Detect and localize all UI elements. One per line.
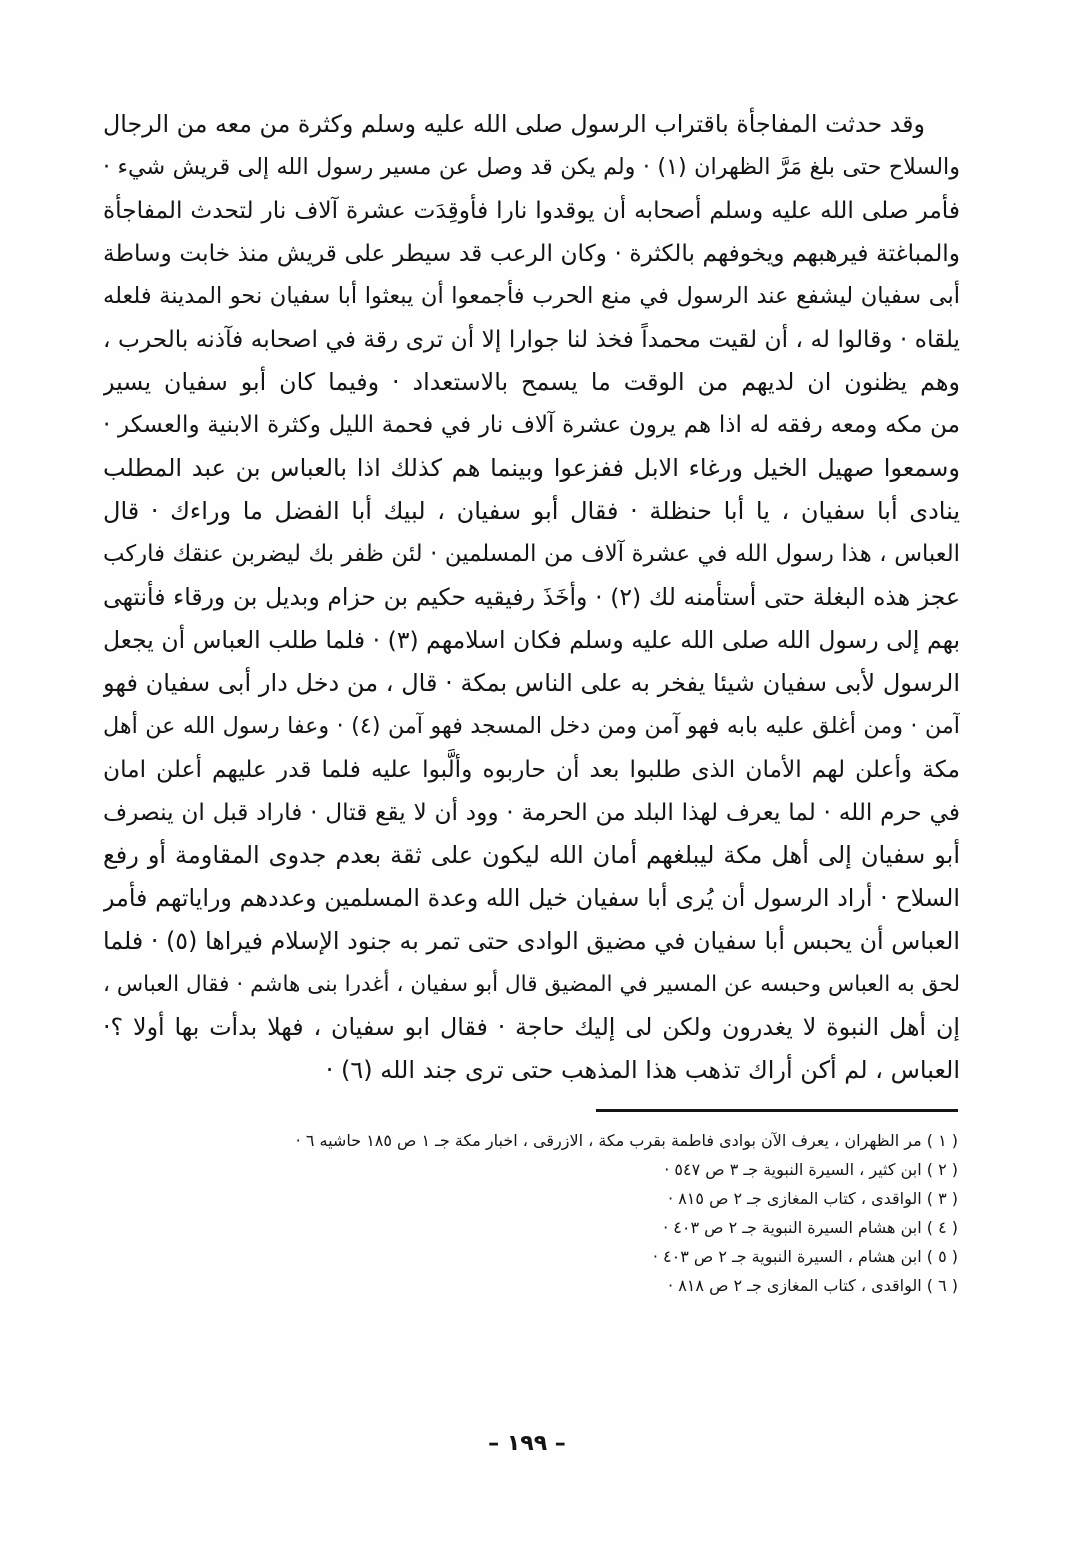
body-line: آمن · ومن أغلق عليه بابه فهو آمن ومن دخل المسجد فهو آمن (٤) · وعفا رسول الله عن أهل xyxy=(103,713,960,739)
page-number: – ١٩٩ – xyxy=(488,1431,566,1456)
body-line: وهم يظنون ان لديهم من الوقت ما يسمح بالاستعداد · وفيما كان أبو سفيان يسير xyxy=(103,368,960,396)
body-line: العباس ، هذا رسول الله في عشرة آلاف من المسلمين · لئن ظفر بك ليضربن عنقك فاركب xyxy=(103,541,960,567)
body-line: العباس ، لم أكن أراك تذهب هذا المذهب حتى ترى جند الله (٦) · xyxy=(325,1056,960,1084)
body-line: وسمعوا صهيل الخيل ورغاء الابل ففزعوا وبينما هم كذلك اذا بالعباس بن عبد المطلب xyxy=(103,454,960,482)
body-line: مكة وأعلن لهم الأمان الذى طلبوا بعد أن حاربوه وألَّبوا عليه فلما قدر عليهم أعلن امان xyxy=(103,756,960,783)
body-line: السلاح · أراد الرسول أن يُرى أبا سفيان خيل الله وعدة المسلمين وعددهم وراياتهم فأمر xyxy=(103,884,960,912)
footnote: ( ٥ ) ابن هشام ، السيرة النبوية جـ ٢ ص ٤٠٣ · xyxy=(652,1247,958,1266)
body-line: والمباغتة فيرهبهم ويخوفهم بالكثرة · وكان الرعب قد سيطر على قريش منذ خابت وساطة xyxy=(103,240,960,267)
body-line: إن أهل النبوة لا يغدرون ولكن لى إليك حاجة · فقال ابو سفيان ، فهلا بدأت بها أولا ؟· xyxy=(103,1013,960,1041)
body-line: لحق به العباس وحبسه عن المسير في المضيق قال أبو سفيان ، أغدرا بنى هاشم · فقال العباس ، xyxy=(103,972,960,997)
body-line: يلقاه · وقالوا له ، أن لقيت محمداً فخذ لنا جوارا إلا أن ترى رقة في اصحابه فآذنه بالحرب ، xyxy=(103,326,960,353)
body-line: والسلاح حتى بلغ مَرَّ الظهران (١) · ولم يكن قد وصل عن مسير رسول الله إلى قريش شيء · xyxy=(103,154,960,180)
body-line: فأمر صلى الله عليه وسلم أصحابه أن يوقدوا نارا فأوقِدَت عشرة آلاف نار لتحدث المفاجأة xyxy=(103,197,960,224)
footnote-divider xyxy=(596,1109,958,1112)
footnotes xyxy=(103,1126,958,1300)
body-line: الرسول لأبى سفيان شيئا يفخر به على الناس بمكة · قال ، من دخل دار أبى سفيان فهو xyxy=(103,669,960,697)
body-line: أبو سفيان إلى أهل مكة ليبلغهم أمان الله ليكون على ثقة بعدم جدوى المقاومة أو رفع xyxy=(103,841,960,869)
body-line: أبى سفيان ليشفع عند الرسول في منع الحرب فأجمعوا أن يبعثوا أبا سفيان نحو المدينة فلعله xyxy=(103,283,960,309)
body-line: ينادى أبا سفيان ، يا أبا حنظلة · فقال أبو سفيان ، لبيك أبا الفضل ما وراءك · قال xyxy=(103,497,960,525)
footnote: ( ١ ) مر الظهران ، يعرف الآن بوادى فاطمة بقرب مكة ، الازرقى ، اخبار مكة جـ ١ ص ١٨٥ حاشيه ٦ · xyxy=(295,1131,958,1150)
body-text xyxy=(103,103,960,1092)
footnote: ( ٣ ) الواقدى ، كتاب المغازى جـ ٢ ص ٨١٥ · xyxy=(668,1189,958,1208)
body-line: العباس أن يحبس أبا سفيان في مضيق الوادى حتى تمر به جنود الإسلام فيراها (٥) · فلما xyxy=(103,927,960,955)
footnote: ( ٢ ) ابن كثير ، السيرة النبوية جـ ٣ ص ٥٤٧ · xyxy=(664,1160,958,1179)
body-line: وقد حدثت المفاجأة باقتراب الرسول صلى الله عليه وسلم وكثرة من معه من الرجال xyxy=(103,110,925,138)
footnote: ( ٦ ) الواقدى ، كتاب المغازى جـ ٢ ص ٨١٨ · xyxy=(668,1276,958,1295)
body-line: من مكه ومعه رفقه له اذا هم يرون عشرة آلاف نار في فحمة الليل وكثرة الابنية والعسكر · xyxy=(103,412,960,438)
body-line: بهم إلى رسول الله صلى الله عليه وسلم فكان اسلامهم (٣) · فلما طلب العباس أن يجعل xyxy=(103,626,960,654)
body-line: في حرم الله · لما يعرف لهذا البلد من الحرمة · وود أن لا يقع قتال · فاراد قبل ان ينصرف xyxy=(103,799,960,826)
body-line: عجز هذه البغلة حتى أستأمنه لك (٢) · وأخَذَ رفيقيه حكيم بن حزام وبديل بن ورقاء فأنتهى xyxy=(103,583,960,611)
footnote: ( ٤ ) ابن هشام السيرة النبوية جـ ٢ ص ٤٠٣ · xyxy=(663,1218,958,1237)
